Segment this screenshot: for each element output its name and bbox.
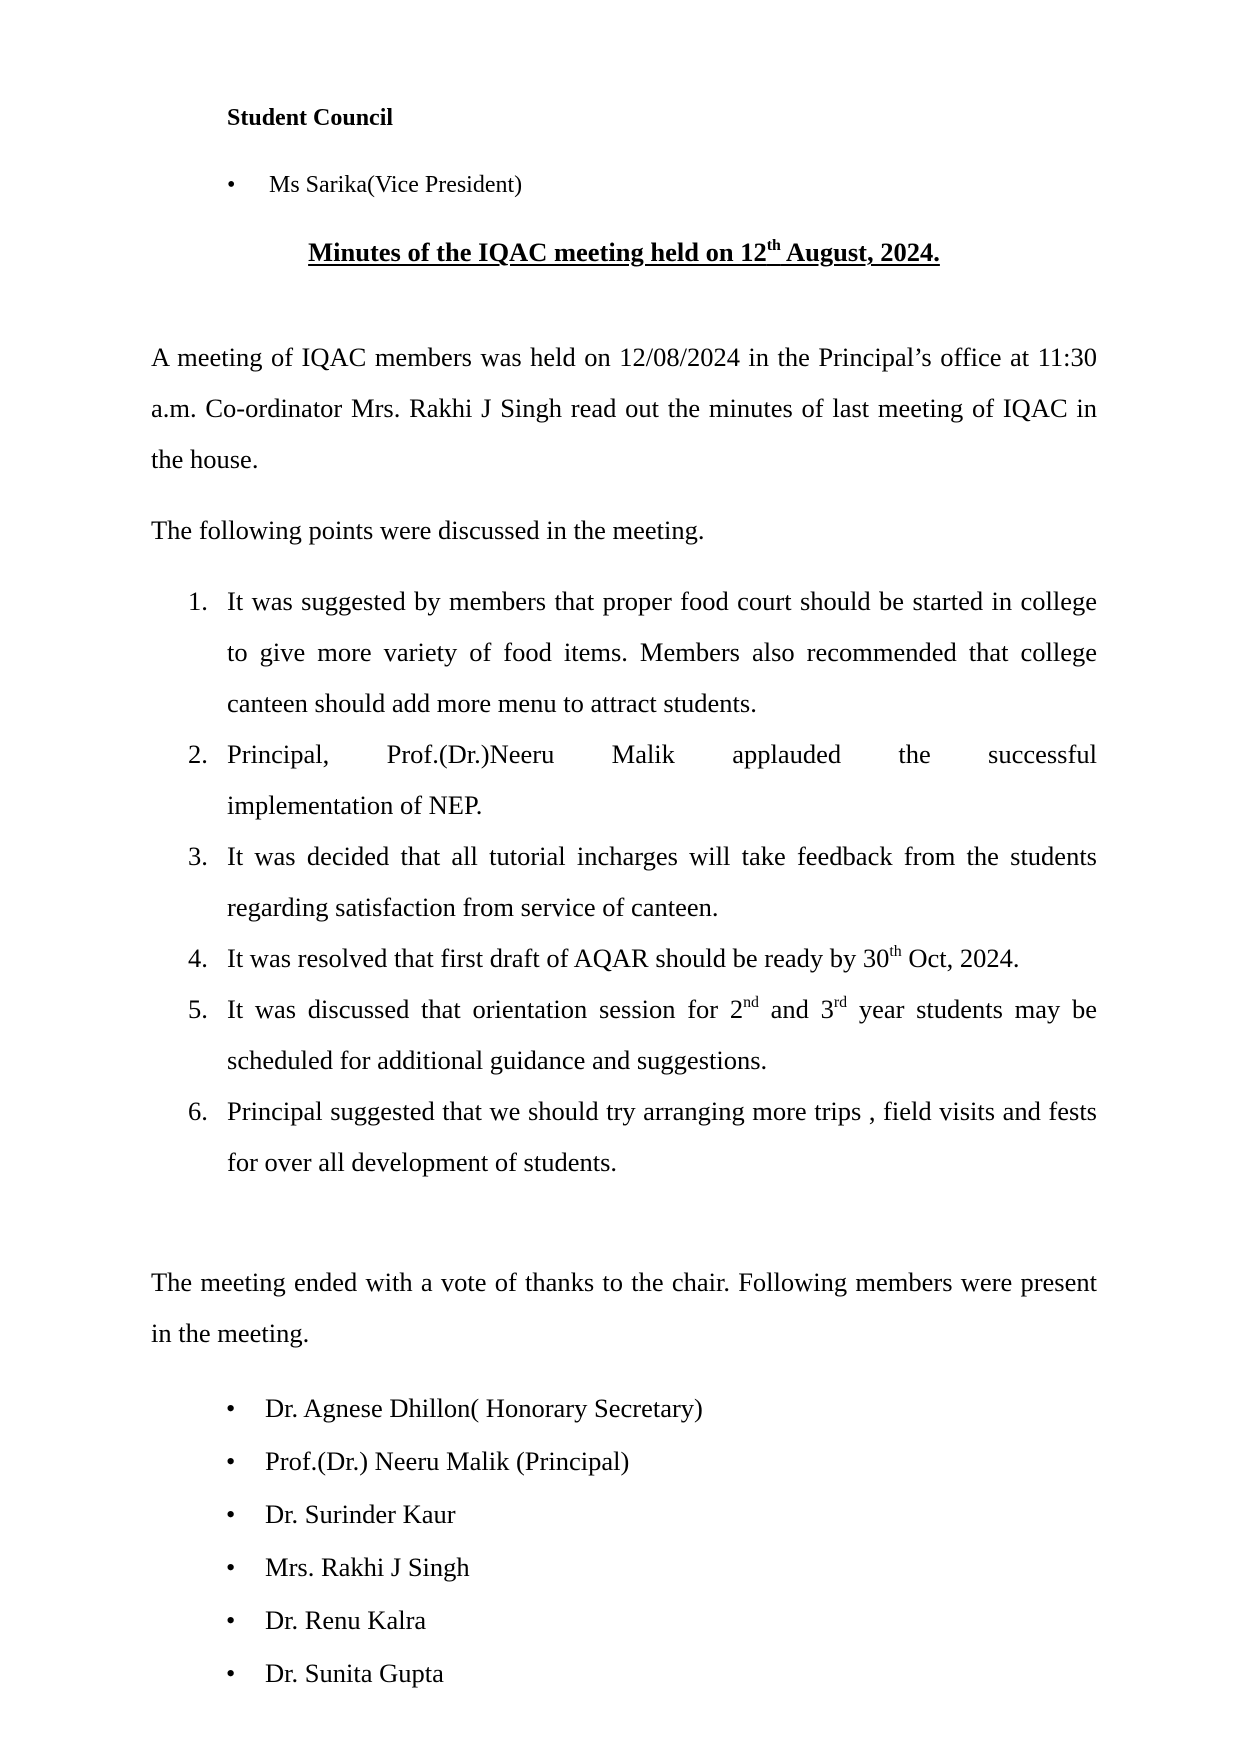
list-item [226, 1382, 703, 1435]
point-number: 2. [188, 739, 208, 769]
member-name: Ms Sarika(Vice President) [269, 172, 523, 198]
member-name: Dr. Renu Kalra [265, 1605, 427, 1635]
title-sup: th [766, 236, 781, 254]
title-suffix: August, 2024. [780, 237, 940, 267]
points-intro: The following points were discussed in the meeting. [151, 515, 705, 545]
point-text-line [227, 729, 1097, 780]
point-text [227, 943, 1020, 973]
intro-paragraph: A meeting of IQAC members was held on 12/08/2024 in the Principal’s office at 11:30 a.m. Co-ordinator Mrs. Rakhi J Singh read out the minutes of last meeting of IQAC in the house. [151, 342, 1097, 474]
point-text [227, 994, 1097, 1075]
bullet-icon: • [226, 1605, 236, 1635]
discussion-point [151, 831, 1097, 933]
title-prefix: Minutes of the IQAC meeting held on 12 [308, 237, 767, 267]
bullet-icon: • [226, 1658, 236, 1688]
member-name: Mrs. Rakhi J Singh [265, 1552, 470, 1582]
word: Malik [611, 739, 675, 769]
bullet-icon: • [227, 172, 236, 198]
discussion-point [151, 729, 1097, 831]
point-number: 1. [188, 586, 208, 616]
list-item [226, 1647, 703, 1700]
discussion-point [151, 933, 1097, 984]
superscript: nd [743, 993, 759, 1011]
bullet-icon: • [226, 1393, 236, 1423]
point-text: It was decided that all tutorial incharges will take feedback from the students regarding satisfaction from service of canteen. [227, 841, 1097, 922]
point-number: 4. [188, 943, 208, 973]
bullet-icon: • [226, 1552, 236, 1582]
text-part: year students may be scheduled for additional guidance and suggestions. [227, 994, 1097, 1075]
list-item [226, 1488, 703, 1541]
point-number: 5. [188, 994, 208, 1024]
superscript: rd [833, 993, 848, 1011]
member-name: Dr. Sunita Gupta [265, 1658, 444, 1688]
word: the [898, 739, 931, 769]
point-text: It was suggested by members that proper food court should be started in college to give more variety of food items. Members also recommended that college canteen should add more menu to attract students. [227, 586, 1097, 718]
word: Prof.(Dr.)Neeru [386, 739, 555, 769]
minutes-title [151, 236, 1097, 268]
word: Principal, [227, 739, 330, 769]
text-part: It was discussed that orientation session for 2 [227, 994, 744, 1024]
superscript: th [889, 942, 902, 960]
text-part: It was resolved that first draft of AQAR should be ready by 30 [227, 943, 890, 973]
word: applauded [732, 739, 842, 769]
student-council-heading: Student Council [227, 105, 394, 131]
discussion-point [151, 984, 1097, 1086]
text-part: and 3 [758, 994, 834, 1024]
present-members-list [226, 1382, 703, 1700]
bullet-icon: • [226, 1446, 236, 1476]
list-item [226, 1594, 703, 1647]
member-name: Dr. Surinder Kaur [265, 1499, 456, 1529]
list-item [226, 1435, 703, 1488]
list-item [226, 1541, 703, 1594]
point-text: Principal suggested that we should try arranging more trips , field visits and fests for over all development of students. [227, 1096, 1097, 1177]
bullet-icon: • [226, 1499, 236, 1529]
member-name: Prof.(Dr.) Neeru Malik (Principal) [265, 1446, 630, 1476]
discussion-points-list [151, 576, 1097, 1188]
discussion-point [151, 576, 1097, 729]
closing-paragraph: The meeting ended with a vote of thanks to the chair. Following members were present in the meeting. [151, 1267, 1097, 1348]
text-part: Oct, 2024. [901, 943, 1020, 973]
discussion-point [151, 1086, 1097, 1188]
point-text-line: implementation of NEP. [227, 790, 483, 820]
point-number: 6. [188, 1096, 208, 1126]
point-number: 3. [188, 841, 208, 871]
word: successful [988, 739, 1097, 769]
member-name: Dr. Agnese Dhillon( Honorary Secretary) [265, 1393, 703, 1423]
